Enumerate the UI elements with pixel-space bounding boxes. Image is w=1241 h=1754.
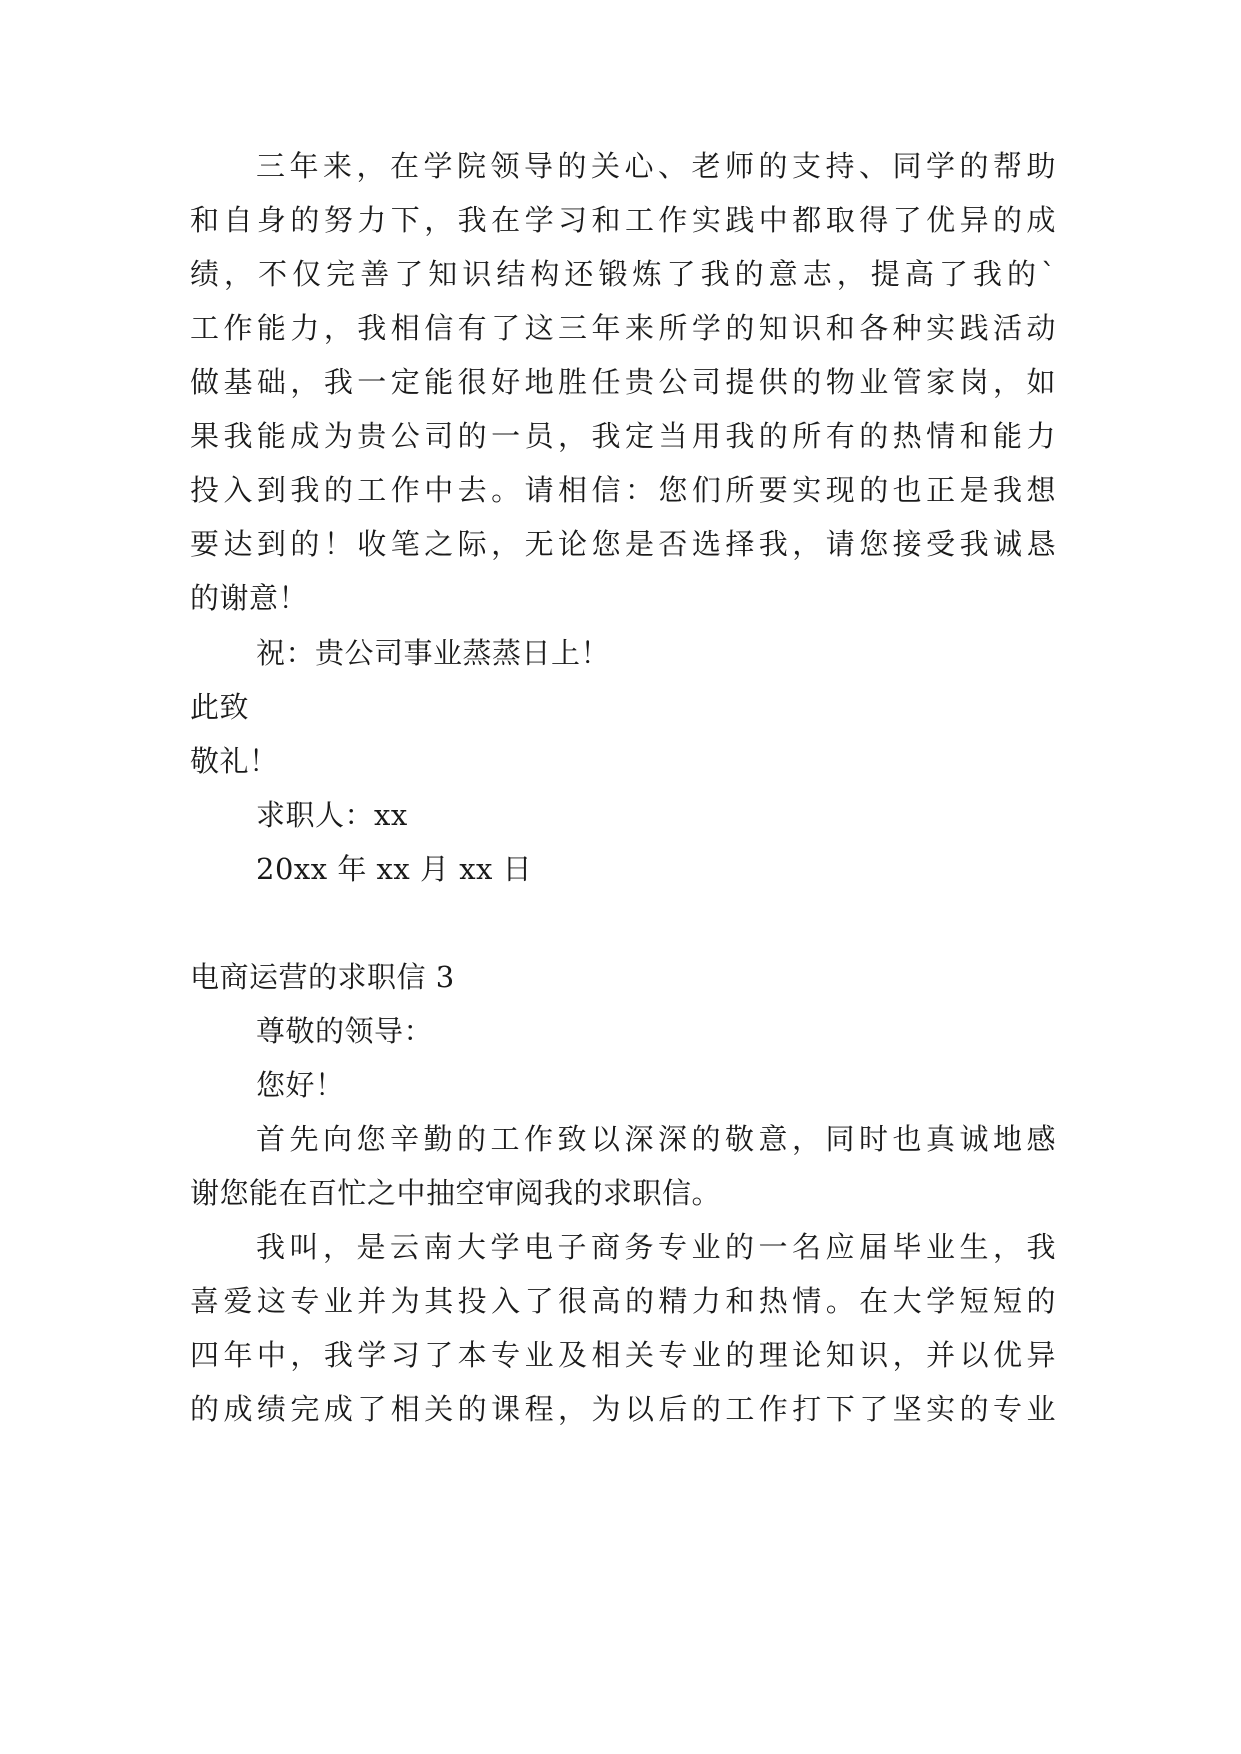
body-text-line: 我叫，是云南大学电子商务专业的一名应届毕业生，我 [256, 1230, 1056, 1264]
body-text-line: 果我能成为贵公司的一员，我定当用我的所有的热情和能力 [190, 419, 1056, 453]
letter-date: 20xx 年 xx 月 xx 日 [256, 852, 533, 886]
body-text-line: 和自身的努力下，我在学习和工作实践中都取得了优异的成 [190, 203, 1056, 237]
section-title: 电商运营的求职信 3 [190, 960, 455, 994]
wish-line: 祝：贵公司事业蒸蒸日上！ [256, 636, 611, 670]
body-text-line: 要达到的！收笔之际，无论您是否选择我，请您接受我诚恳 [190, 527, 1056, 561]
body-text-line: 工作能力，我相信有了这三年来所学的知识和各种实践活动 [190, 311, 1056, 345]
body-text-line: 首先向您辛勤的工作致以深深的敬意，同时也真诚地感 [256, 1122, 1056, 1156]
body-text-line: 的谢意！ [190, 581, 309, 615]
salutation: 尊敬的领导： [256, 1014, 434, 1048]
closing-line: 此致 [190, 690, 250, 724]
greeting: 您好！ [256, 1068, 345, 1102]
closing-line: 敬礼！ [190, 744, 279, 778]
body-text-line: 谢您能在百忙之中抽空审阅我的求职信。 [190, 1176, 722, 1210]
body-text-line: 投入到我的工作中去。请相信：您们所要实现的也正是我想 [190, 473, 1056, 507]
body-text-line: 三年来，在学院领导的关心、老师的支持、同学的帮助 [256, 149, 1056, 183]
applicant-signature: 求职人：xx [256, 798, 408, 832]
body-text-line: 做基础，我一定能很好地胜任贵公司提供的物业管家岗，如 [190, 365, 1056, 399]
body-text-line: 的成绩完成了相关的课程，为以后的工作打下了坚实的专业 [190, 1392, 1056, 1426]
body-text-line: 喜爱这专业并为其投入了很高的精力和热情。在大学短短的 [190, 1284, 1056, 1318]
body-text-line: 四年中，我学习了本专业及相关专业的理论知识，并以优异 [190, 1338, 1056, 1372]
body-text-line: 绩，不仅完善了知识结构还锻炼了我的意志，提高了我的` [190, 257, 1056, 291]
